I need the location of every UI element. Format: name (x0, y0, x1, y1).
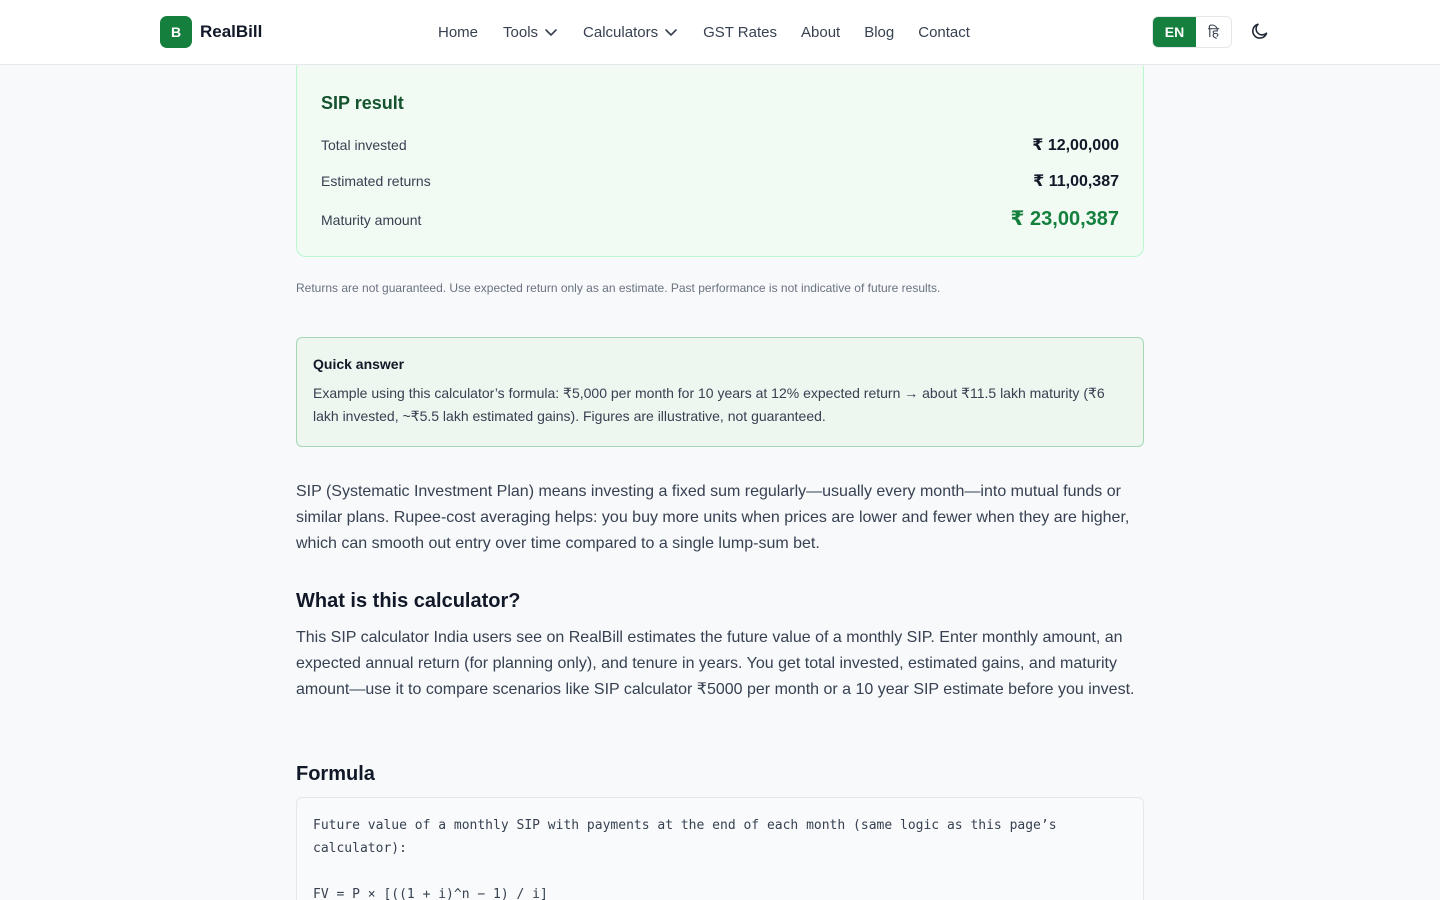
brand-logo-icon: B (160, 16, 192, 48)
quick-answer-box (296, 337, 1144, 447)
main-nav (438, 0, 970, 64)
intro-paragraph: SIP (Systematic Investment Plan) means investing a fixed sum regularly—usually every month—into mutual funds or similar plans. Rupee-cost averaging helps: you buy more units when prices are lower and fewer when they are higher, which can smooth out entry over time compared to a single lump-sum bet. (296, 483, 1130, 552)
quick-answer-title: Quick answer (313, 356, 405, 372)
nav-contact[interactable]: Contact (918, 23, 970, 41)
chevron-down-icon (664, 25, 678, 39)
result-title: SIP result (321, 93, 404, 113)
lang-en-button[interactable]: EN (1153, 17, 1196, 47)
total-invested-value: ₹ 12,00,000 (1032, 137, 1119, 154)
nav-tools-label: Tools (503, 23, 539, 41)
what-is-paragraph: This SIP calculator India users see on RealBill estimates the future value of a monthly SIP. Enter monthly amount, an expected annual return (for planning only), and tenure in years. You get total invested, estimated gains, and maturity amount—use it to compare scenarios like SIP calculator ₹5000 per month or a 10 year SIP estimate before you invest. (296, 629, 1135, 698)
returns-disclaimer: Returns are not guaranteed. Use expected return only as an estimate. Past performance is not indicative of future results. (296, 281, 941, 295)
maturity-amount-label: Maturity amount (321, 212, 422, 228)
maturity-amount-value: ₹ 23,00,387 (1010, 208, 1119, 230)
nav-tools[interactable] (503, 24, 558, 41)
formula-expression: FV = P × [((1 + i)^n − 1) / i] (313, 887, 548, 900)
nav-calculators[interactable] (583, 24, 678, 41)
what-is-heading: What is this calculator? (296, 590, 521, 612)
brand-logo-link[interactable] (160, 16, 262, 48)
moon-icon[interactable] (1250, 21, 1270, 41)
lang-hi-button[interactable]: हि (1196, 17, 1231, 47)
total-invested-label: Total invested (321, 137, 407, 153)
nav-about[interactable]: About (801, 23, 841, 41)
language-switcher (1152, 16, 1232, 48)
estimated-returns-value: ₹ 11,00,387 (1033, 173, 1119, 190)
nav-calculators-label: Calculators (583, 23, 659, 41)
chevron-down-icon (544, 25, 558, 39)
site-header (0, 0, 1440, 65)
nav-gst-rates[interactable]: GST Rates (703, 23, 777, 41)
formula-heading: Formula (296, 763, 375, 785)
sip-result-card (296, 58, 1144, 257)
nav-home[interactable]: Home (438, 23, 479, 41)
formula-description: Future value of a monthly SIP with payments at the end of each month (same logic as this page’s calculator): (313, 818, 1057, 856)
nav-blog[interactable]: Blog (864, 23, 895, 41)
quick-answer-text: Example using this calculator’s formula: ₹5,000 per month for 10 years at 12% expected return → about ₹11.5 lakh maturity (₹6 lakh invested, ~₹5.5 lakh estimated gains). Figures are illustrative, not guaranteed. (313, 385, 1105, 424)
estimated-returns-label: Estimated returns (321, 173, 431, 189)
brand-name: RealBill (200, 22, 263, 41)
formula-code-block (296, 797, 1144, 900)
